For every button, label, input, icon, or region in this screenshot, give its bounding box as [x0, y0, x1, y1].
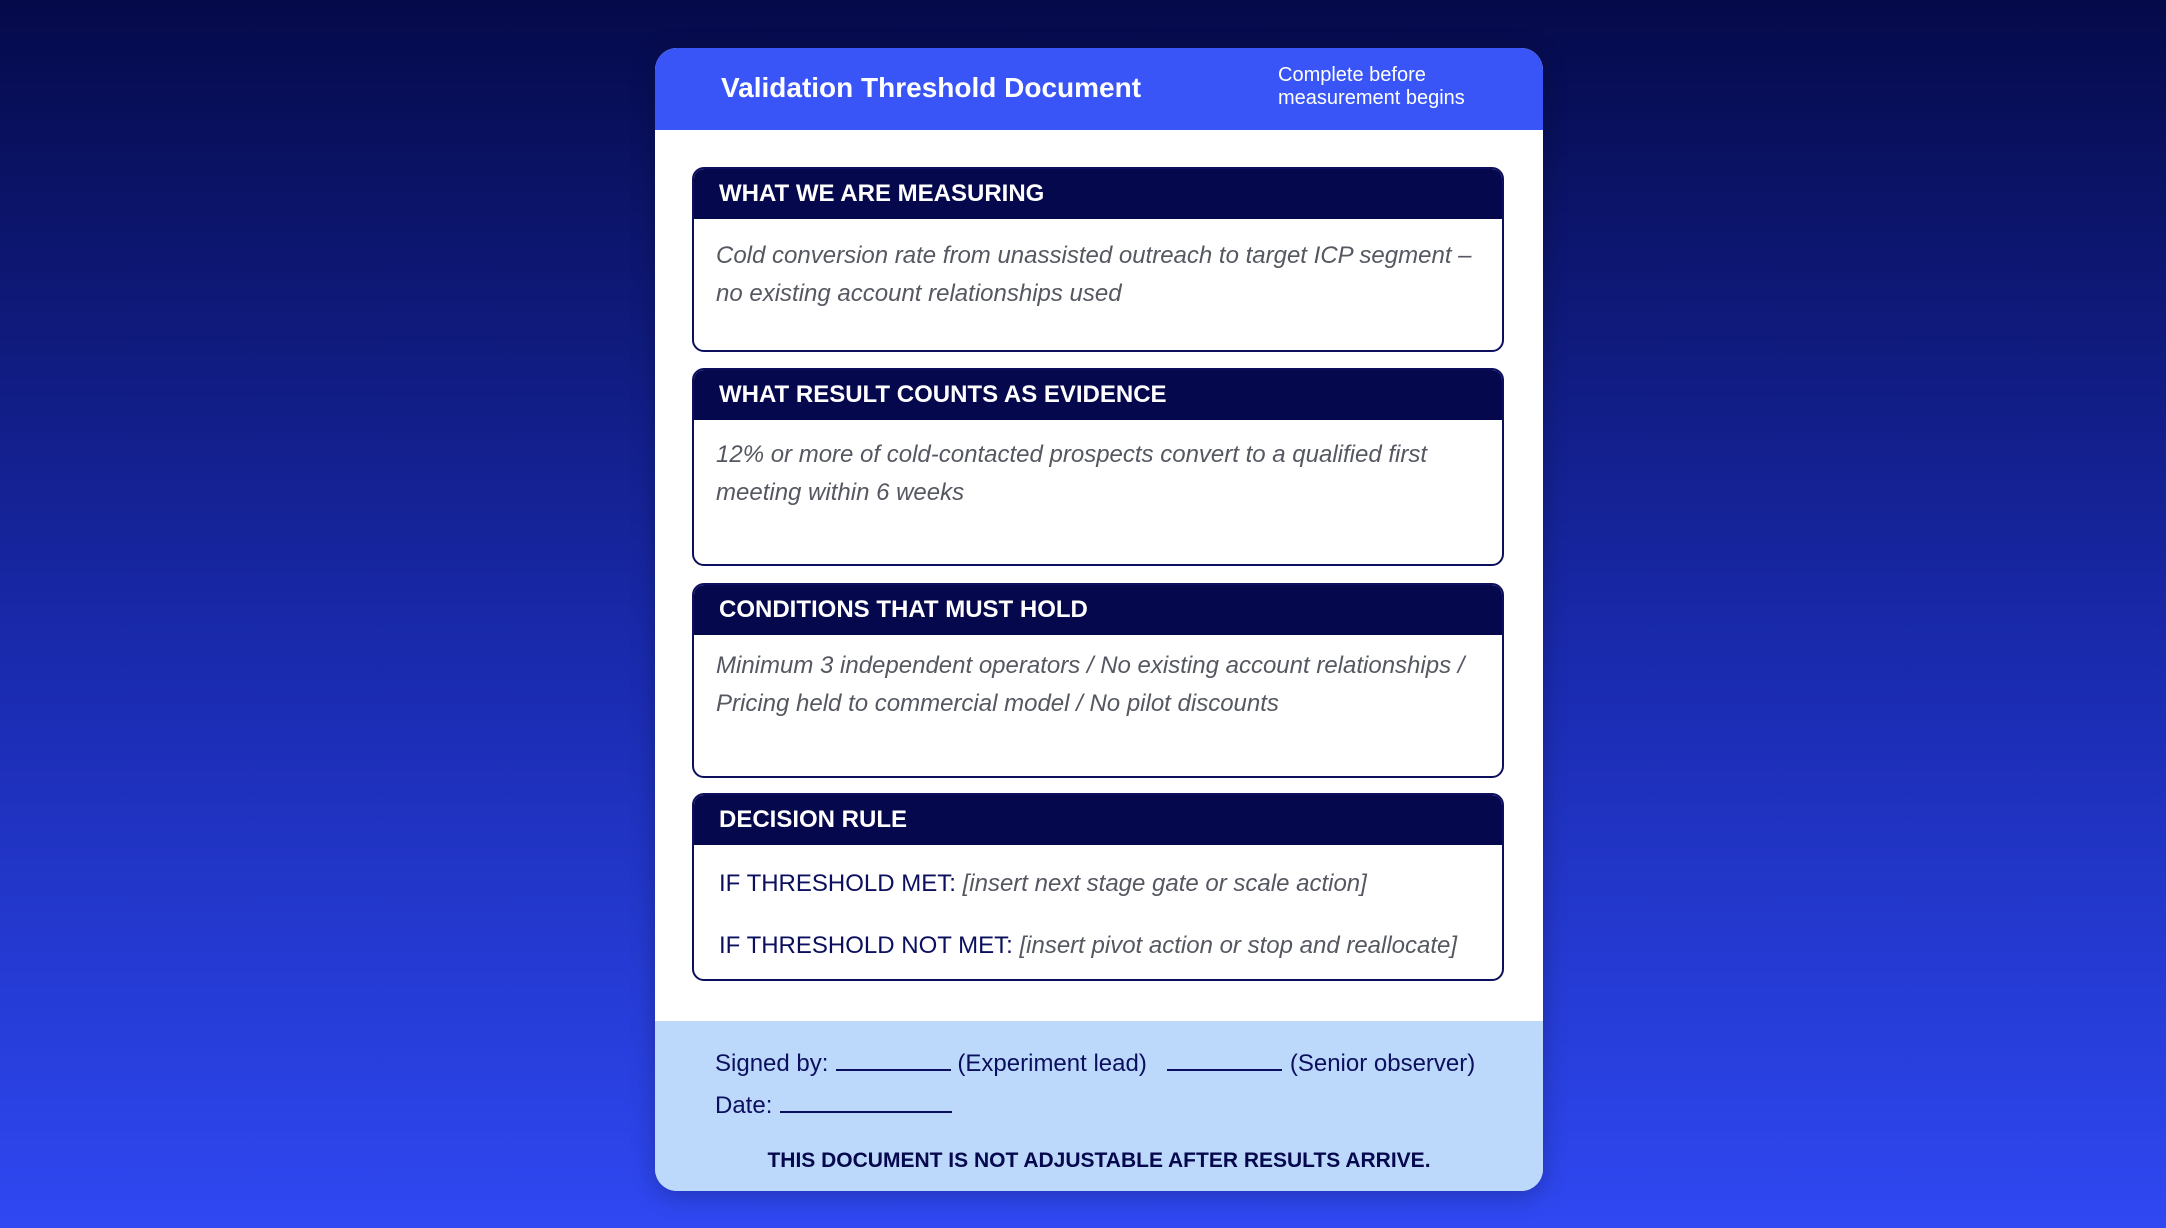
- section-heading: DECISION RULE: [694, 795, 1502, 845]
- date-label: Date:: [715, 1092, 773, 1119]
- senior-observer-signature-blank[interactable]: [1167, 1049, 1282, 1071]
- rule-not-met-value[interactable]: [insert pivot action or stop and reallocate]: [1019, 932, 1458, 959]
- experiment-lead-label: (Experiment lead): [957, 1050, 1147, 1077]
- section-body-text[interactable]: 12% or more of cold-contacted prospects convert to a qualified first meeting within 6 weeks: [716, 441, 1428, 506]
- section-heading: WHAT WE ARE MEASURING: [694, 169, 1502, 219]
- section-what-result-counts-as-evidence: [692, 368, 1504, 566]
- not-adjustable-note: THIS DOCUMENT IS NOT ADJUSTABLE AFTER RESULTS ARRIVE.: [767, 1149, 1431, 1172]
- experiment-lead-signature-blank[interactable]: [836, 1049, 951, 1071]
- section-decision-rule: [692, 793, 1504, 981]
- date-blank[interactable]: [780, 1091, 952, 1113]
- section-body-text[interactable]: Minimum 3 independent operators / No existing account relationships / Pricing held to commercial model / No pilot discounts: [716, 652, 1465, 717]
- document-title: Validation Threshold Document: [721, 72, 1142, 103]
- card-header: [655, 48, 1543, 130]
- validation-threshold-card: [655, 48, 1543, 1191]
- section-what-we-are-measuring: [692, 167, 1504, 352]
- signed-by-label: Signed by:: [715, 1050, 829, 1077]
- signature-row: [715, 1049, 1475, 1078]
- section-conditions-that-must-hold: [692, 583, 1504, 778]
- rule-threshold-not-met: [719, 931, 1457, 961]
- document-subtitle: Complete before measurement begins: [1278, 64, 1465, 109]
- rule-met-label: IF THRESHOLD MET:: [719, 870, 956, 897]
- section-body-text[interactable]: Cold conversion rate from unassisted outreach to target ICP segment – no existing account relationships used: [716, 242, 1472, 307]
- signature-footer: [655, 1021, 1543, 1191]
- rule-threshold-met: [719, 869, 1367, 899]
- section-heading: CONDITIONS THAT MUST HOLD: [694, 585, 1502, 635]
- section-heading: WHAT RESULT COUNTS AS EVIDENCE: [694, 370, 1502, 420]
- date-row: [715, 1091, 952, 1120]
- rule-not-met-label: IF THRESHOLD NOT MET:: [719, 932, 1013, 959]
- senior-observer-label: (Senior observer): [1289, 1050, 1476, 1077]
- rule-met-value[interactable]: [insert next stage gate or scale action]: [962, 870, 1367, 897]
